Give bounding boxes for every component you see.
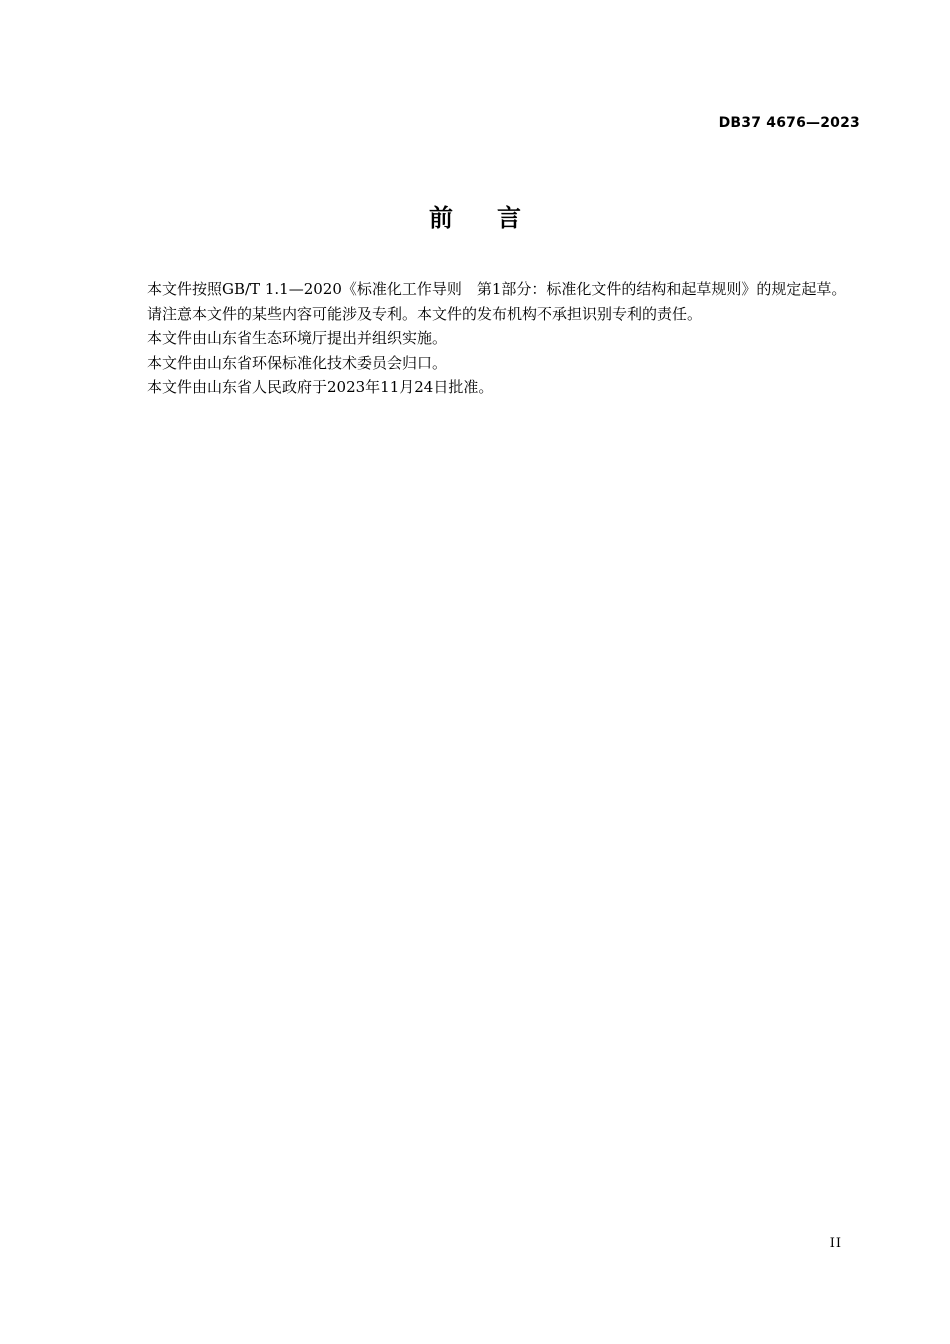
preface-body — [113, 277, 860, 400]
document-code: DB37 4676—2023 — [718, 115, 860, 131]
paragraph-proposer: 本文件由山东省生态环境厅提出并组织实施。 — [147, 329, 448, 347]
paragraph-approval: 本文件由山东省人民政府于2023年11月24日批准。 — [147, 378, 494, 396]
page-title: 前言 — [429, 204, 565, 232]
paragraph-technical-committee: 本文件由山东省环保标准化技术委员会归口。 — [147, 353, 448, 372]
paragraph-patent-notice: 请注意本文件的某些内容可能涉及专利。本文件的发布机构不承担识别专利的责任。 — [147, 304, 703, 323]
page-number: II — [829, 1236, 842, 1251]
paragraph-drafting-rules: 本文件按照GB/T 1.1—2020《标准化工作导则 第1部分：标准化文件的结构和起草规则》的规定起草。 — [147, 280, 847, 298]
